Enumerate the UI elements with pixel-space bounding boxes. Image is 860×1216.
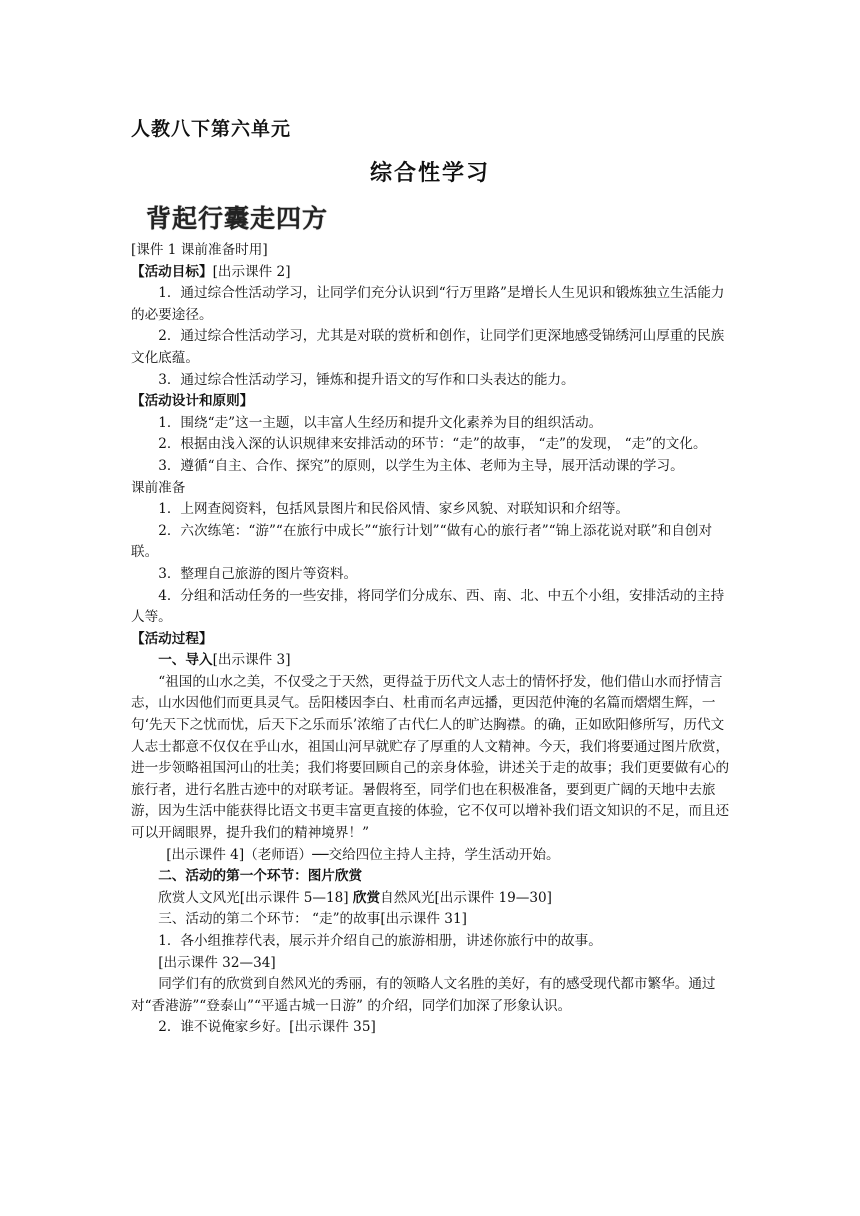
goal-item: 2．通过综合性活动学习，尤其是对联的赏析和创作，让同学们更深地感受锦绣河山厚重的民族文化底蕴。 (131, 328, 725, 366)
step3-item: 2．谁不说俺家乡好。[出示课件 35] (158, 1019, 376, 1036)
goals-heading-line (131, 262, 731, 284)
step3-title: 三、活动的第二个环节： “走”的故事[出示课件 31] (158, 911, 467, 928)
banner-title: 背起行囊走四方 (146, 204, 329, 233)
design-heading: 【活动设计和原则】 (131, 393, 254, 410)
step1-tail: [出示课件 3] (212, 652, 291, 669)
goals-heading: 【活动目标】 (131, 263, 213, 280)
main-title: 综合性学习 (369, 161, 490, 186)
goals-heading-tail: [出示课件 2] (212, 263, 291, 280)
step3-item: 1．各小组推荐代表，展示并介绍自己的旅游相册，讲述你旅行中的故事。 (158, 933, 602, 949)
preparation-heading: 课前准备 (131, 479, 186, 496)
document-body (131, 240, 731, 1039)
design-item: 1．围绕“走”这一主题，以丰富人生经历和提升文化素养为目的组织活动。 (158, 414, 603, 431)
preparation-item: 2．六次练笔：“游”“在旅行中成长”“旅行计划”“做有心的旅行者”“锦上添花说对联”和自创对联。 (131, 522, 713, 561)
step3-courseware: [出示课件 32—34] (158, 954, 276, 971)
view-line (131, 888, 731, 910)
goal-item: 1．通过综合性活动学习，让同学们充分认识到“行万里路”是增长人生见识和锻炼独立生活能力的必要途径。 (131, 285, 725, 323)
step3-paragraph: 同学们有的欣赏到自然风光的秀丽，有的领略人文名胜的美好，有的感受现代都市繁华。通过 对“香港游”“登泰山”“平遥古城一日游” 的介绍，同学们加深了形象认识。 (131, 976, 716, 1014)
view-a: 欣赏人文风光[出示课件 5—18] (158, 889, 349, 906)
design-item: 3．遵循“自主、合作、探究”的原则，以学生为主体、老师为主导，展开活动课的学习。 (158, 457, 684, 474)
host-line-a: [出示课件 4]（老师语） (166, 846, 313, 863)
design-item: 2．根据由浅入深的认识规律来安排活动的环节：“走”的故事， “走”的发现， “走”的文化。 (158, 436, 707, 453)
view-b-tail: 自然风光[出示课件 19—30] (380, 889, 552, 906)
preparation-item: 3．整理自己旅游的图片等资料。 (158, 565, 358, 582)
view-b-bold: 欣赏 (352, 889, 381, 906)
step2-title: 二、活动的第一个环节：图片欣赏 (158, 868, 363, 885)
courseware-note: [课件 1 课前准备时用] (131, 242, 268, 258)
host-line-b: ──交给四位主持人主持，学生活动开始。 (312, 846, 560, 863)
process-heading: 【活动过程】 (131, 630, 213, 647)
goal-item: 3．通过综合性活动学习，锤炼和提升语文的写作和口头表达的能力。 (158, 371, 575, 388)
step1-title: 一、导入 (158, 652, 213, 669)
host-line (131, 845, 731, 867)
preparation-item: 4．分组和活动任务的一些安排，将同学们分成东、西、南、北、中五个小组，安排活动的主持人等。 (131, 587, 725, 626)
unit-title: 人教八下第六单元 (131, 118, 292, 140)
intro-paragraph: “祖国的山水之美，不仅受之于天然，更得益于历代文人志士的情怀抒发，他们借山水而抒情言志，山水因他们而更具灵气。岳阳楼因李白、杜甫而名声远播，更因范仲淹的名篇而熠熠生辉，一句‘先天下之忧而忧，后天下之乐而乐’浓缩了古代仁人的旷达胸襟。的确，正如欧阳修所写，历代文人志士都意不仅仅在乎山水，祖国山河早就贮存了厚重的人文精神。今天，我们将要通过图片欣赏，进一步领略祖国河山的壮美；我们将要回顾自己的亲身体验，讲述关于走的故事；我们更要做有心的旅行者，进行名胜古迹中的对联考证。暑假将至，同学们也在积极准备，要到更广阔的天地中去旅游，因为生活中能获得比语文书更丰富更直接的体验，它不仅可以增补我们语文知识的不足，而且还可以开阔眼界，提升我们的精神境界！” (131, 673, 730, 842)
preparation-item: 1．上网查阅资料，包括风景图片和民俗风情、家乡风貌、对联知识和介绍等。 (158, 501, 630, 518)
step1-line (131, 650, 731, 672)
